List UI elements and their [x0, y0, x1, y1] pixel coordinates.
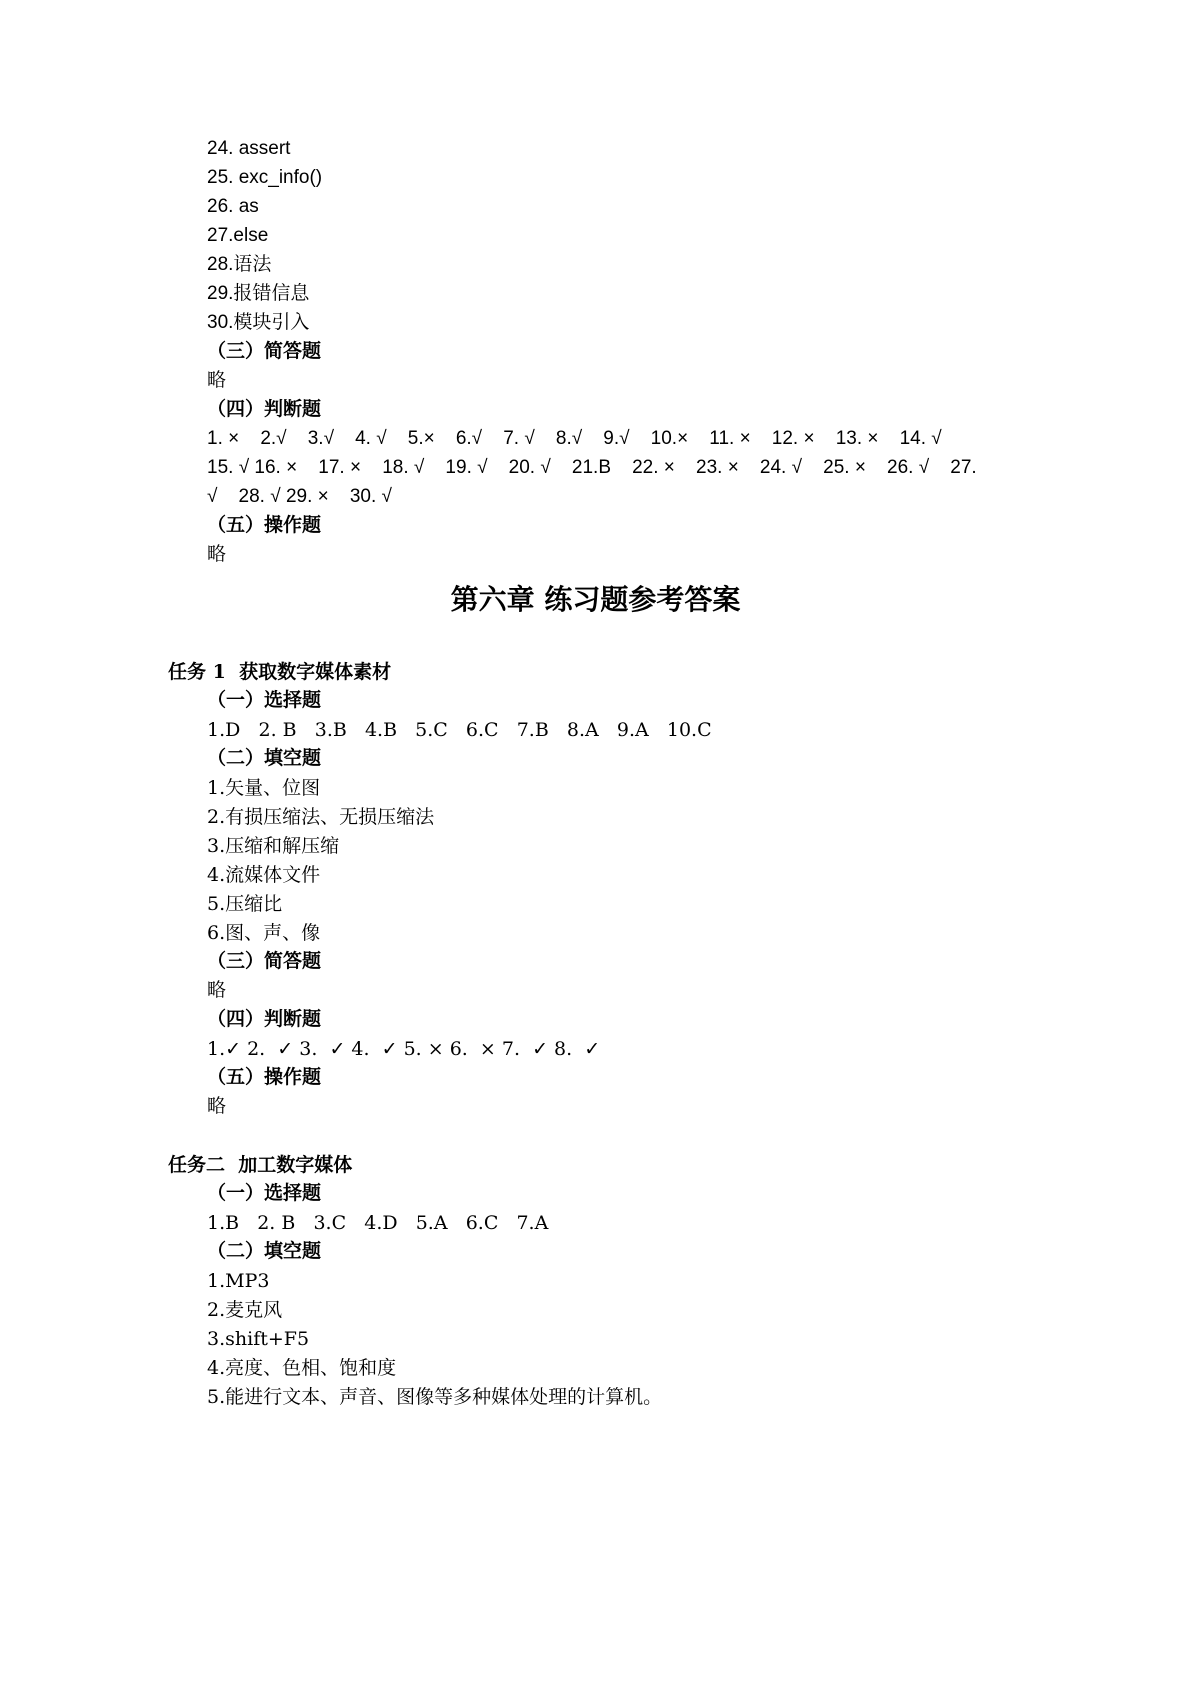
- task2-choice-answers: 1.B 2. B 3.C 4.D 5.A 6.C 7.A: [207, 1212, 549, 1234]
- task2-fill-item-5: 5.能进行文本、声音、图像等多种媒体处理的计算机。: [207, 1386, 663, 1408]
- fill-answer-27: 27.else: [207, 225, 269, 246]
- task1-fill-heading: （二）填空题: [207, 748, 322, 769]
- task1-fill-item-1: 1.矢量、位图: [207, 777, 321, 799]
- fill-answer-26: 26. as: [207, 196, 259, 217]
- task1-title: 任务 1 获取数字媒体素材: [168, 661, 392, 683]
- fill-answer-24: 24. assert: [207, 138, 291, 159]
- short-answer-heading: （三）简答题: [207, 341, 322, 362]
- judge-answers-line-3: √ 28. √ 29. × 30. √: [207, 486, 392, 507]
- task1-fill-item-6: 6.图、声、像: [207, 922, 321, 944]
- task1-fill-item-5: 5.压缩比: [207, 893, 283, 915]
- task1-short-answer-text: 略: [207, 980, 227, 1001]
- task1-operation-heading: （五）操作题: [207, 1067, 322, 1088]
- task1-operation-text: 略: [207, 1096, 227, 1117]
- task2-fill-item-1: 1.MP3: [207, 1270, 270, 1292]
- task2-title: 任务二 加工数字媒体: [168, 1154, 353, 1176]
- chapter-title: 第六章 练习题参考答案: [450, 583, 741, 616]
- task1-fill-item-4: 4.流媒体文件: [207, 864, 321, 886]
- fill-answer-30: 30.模块引入: [207, 312, 310, 333]
- judge-heading: （四）判断题: [207, 399, 322, 420]
- fill-answer-25: 25. exc_info(): [207, 167, 323, 188]
- task2-fill-item-2: 2.麦克风: [207, 1299, 283, 1321]
- fill-answer-29: 29.报错信息: [207, 283, 310, 304]
- operation-heading: （五）操作题: [207, 515, 322, 536]
- task2-fill-heading: （二）填空题: [207, 1241, 322, 1262]
- task1-choice-answers: 1.D 2. B 3.B 4.B 5.C 6.C 7.B 8.A 9.A 10.C: [207, 719, 712, 741]
- task1-short-answer-heading: （三）简答题: [207, 951, 322, 972]
- short-answer-text: 略: [207, 370, 227, 391]
- task2-fill-item-3: 3.shift+F5: [207, 1328, 310, 1350]
- task1-fill-item-3: 3.压缩和解压缩: [207, 835, 340, 857]
- judge-answers-line-1: 1. × 2.√ 3.√ 4. √ 5.× 6.√ 7. √ 8.√ 9.√ 10.× 11. × 12. × 13. × 14. √: [207, 428, 942, 449]
- task2-choice-heading: （一）选择题: [207, 1183, 322, 1204]
- operation-text: 略: [207, 544, 227, 565]
- task1-judge-answers: 1.✓ 2. ✓ 3. ✓ 4. ✓ 5. × 6. × 7. ✓ 8. ✓: [207, 1038, 601, 1060]
- task1-judge-heading: （四）判断题: [207, 1009, 322, 1030]
- task1-fill-item-2: 2.有损压缩法、无损压缩法: [207, 806, 435, 828]
- task1-choice-heading: （一）选择题: [207, 690, 322, 711]
- task2-fill-item-4: 4.亮度、色相、饱和度: [207, 1357, 397, 1379]
- fill-answer-28: 28.语法: [207, 254, 272, 275]
- judge-answers-line-2: 15. √ 16. × 17. × 18. √ 19. √ 20. √ 21.B 22. × 23. × 24. √ 25. × 26. √ 27.: [207, 457, 977, 478]
